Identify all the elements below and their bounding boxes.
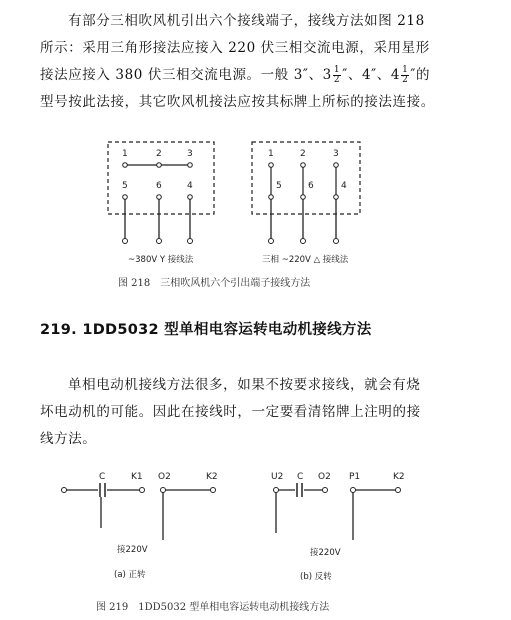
terminal xyxy=(211,488,216,493)
terminal xyxy=(161,488,166,493)
terminal-label: 5 xyxy=(276,181,282,191)
section-heading: 219. 1DD5032 型单相电容运转电动机接线方法 xyxy=(40,322,372,338)
terminal xyxy=(301,195,306,200)
figure-218-diagram xyxy=(0,0,511,300)
terminal xyxy=(157,195,162,200)
terminal xyxy=(269,195,274,200)
connection-label: ~380V Y 接线法 xyxy=(128,255,194,265)
terminal xyxy=(334,163,339,168)
terminal xyxy=(188,163,193,168)
terminal-label: 6 xyxy=(156,181,162,191)
terminal-label: 6 xyxy=(308,181,314,191)
figure-218-caption: 图 218 三相吹风机六个引出端子接线方法 xyxy=(118,278,311,289)
paragraph-line: 坏电动机的可能。因此在接线时，一定要看清铭牌上注明的接 xyxy=(40,404,421,420)
terminal xyxy=(301,163,306,168)
paragraph-line: 所示：采用三角形接法应接入 220 伏三相交流电源，采用星形 xyxy=(40,40,430,56)
diagram-b-reverse xyxy=(271,472,405,582)
terminal-label: 3 xyxy=(333,149,339,159)
terminal xyxy=(334,195,339,200)
paragraph-line: 线方法。 xyxy=(40,431,97,447)
terminal xyxy=(157,163,162,168)
fraction-numerator: 1 xyxy=(402,65,409,75)
capacitor-label: C xyxy=(297,472,304,482)
diagram-sublabel: (a) 正转 xyxy=(114,570,146,580)
terminal-label: 1 xyxy=(122,149,128,159)
terminal xyxy=(123,195,128,200)
terminal xyxy=(323,488,328,493)
paragraph-line: 有部分三相吹风机引出六个接线端子，接线方法如图 218 xyxy=(68,13,425,29)
text-run: 接法应接入 380 伏三相交流电源。一般 3″、3 xyxy=(40,67,332,83)
terminal xyxy=(274,488,279,493)
terminal xyxy=(301,239,306,244)
terminal-label: K2 xyxy=(393,472,405,482)
terminal-label: 5 xyxy=(122,181,128,191)
voltage-label: 接220V xyxy=(117,545,148,555)
connection-label: 三相 ~220V △ 接线法 xyxy=(262,255,349,265)
terminal-label: O2 xyxy=(318,472,331,482)
terminal xyxy=(62,488,67,493)
terminal xyxy=(157,239,162,244)
terminal xyxy=(269,239,274,244)
terminal-label: K2 xyxy=(206,472,218,482)
fraction-numerator: 1 xyxy=(333,65,341,75)
terminal xyxy=(334,239,339,244)
terminal-label: 1 xyxy=(268,149,274,159)
terminal-label: 3 xyxy=(187,149,193,159)
terminal-label: 4 xyxy=(187,181,193,191)
figure-219-caption: 图 219 1DD5032 型单相电容运转电动机接线方法 xyxy=(96,602,330,613)
diagram-a-forward xyxy=(62,472,218,580)
terminal-label: 2 xyxy=(156,149,162,159)
terminal-label: P1 xyxy=(349,472,361,482)
body-paragraph xyxy=(40,372,480,453)
terminal-label: K1 xyxy=(131,472,143,482)
terminal xyxy=(140,488,145,493)
terminal-label: 4 xyxy=(341,181,347,191)
terminal xyxy=(351,488,356,493)
terminal xyxy=(188,239,193,244)
text-run: ″的 xyxy=(410,67,431,83)
voltage-label: 接220V xyxy=(310,548,341,558)
terminal-label: U2 xyxy=(271,472,284,482)
terminal-label: 2 xyxy=(300,149,306,159)
fraction-denominator: 2 xyxy=(402,75,409,85)
fraction-denominator: 2 xyxy=(333,75,341,85)
capacitor-label: C xyxy=(99,472,106,482)
terminal xyxy=(269,163,274,168)
terminal-label: O2 xyxy=(158,472,171,482)
diagram-sublabel: (b) 反转 xyxy=(300,572,332,582)
terminal xyxy=(396,488,401,493)
paragraph-line: 单相电动机接线方法很多，如果不按要求接线，就会有烧 xyxy=(68,377,421,393)
paragraph-line: 型号按此法接，其它吹风机接法应按其标牌上所标的接法连接。 xyxy=(40,94,435,110)
terminal xyxy=(123,163,128,168)
text-run: ″、4″、4 xyxy=(342,67,401,83)
terminal xyxy=(188,195,193,200)
terminal xyxy=(123,239,128,244)
